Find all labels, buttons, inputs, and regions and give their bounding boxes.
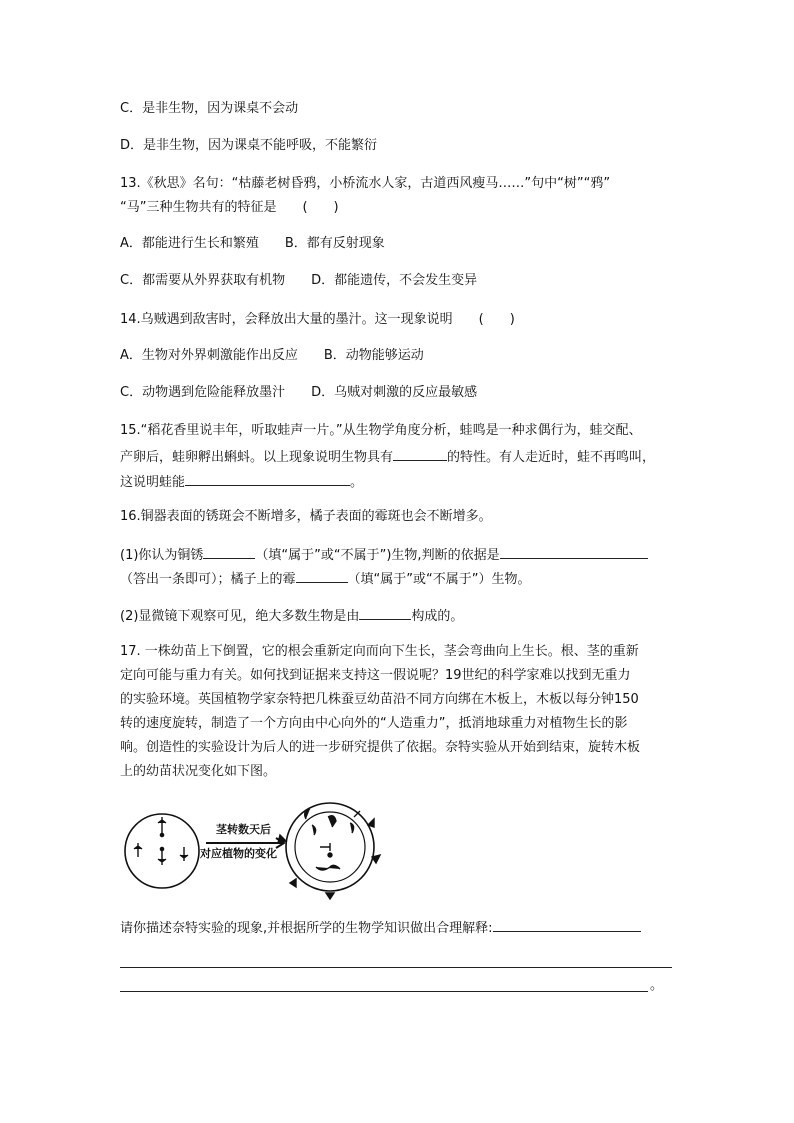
answer-blank[interactable] <box>203 545 255 559</box>
question-16-text-f: 构成的。 <box>411 609 464 624</box>
question-16-text-a: (1)你认为铜锈 <box>120 548 204 563</box>
question-17-line1: 17. 一株幼苗上下倒置，它的根会重新定向而向下生长，茎会弯曲向上生长。根、茎的重新 <box>120 644 639 659</box>
answer-line-2[interactable] <box>120 991 648 992</box>
question-17-line6: 上的幼苗状况变化如下图。 <box>120 764 277 779</box>
question-15-text-b: 的特性。有人走近时，蛙不再鸣叫， <box>447 450 656 465</box>
answer-blank[interactable] <box>500 545 648 559</box>
question-16-text-d: （填“属于”或“不属于”）生物。 <box>347 572 531 587</box>
question-13-options-ab: A．都能进行生长和繁殖 B．都有反射现象 <box>120 236 385 251</box>
answer-blank[interactable] <box>359 606 411 620</box>
question-17-prompt: 请你描述奈特实验的现象,并根据所学的生物学知识做出合理解释: <box>120 921 493 936</box>
question-17-line5: 响。创造性的实验设计为后人的进一步研究提供了依据。奈特实验从开始到结束，旋转木板 <box>120 740 641 755</box>
question-15-text-d: 。 <box>350 475 364 490</box>
question-16-part1-line1 <box>120 545 648 564</box>
question-17-line4: 转的速度旋转，制造了一个方向由中心向外的“人造重力”，抵消地球重力对植物生长的影 <box>120 716 628 731</box>
answer-end-mark: 。 <box>650 978 664 993</box>
question-16-text-e: (2)显微镜下观察可见，绝大多数生物是由 <box>120 609 360 624</box>
question-17-line3: 的实验环境。英国植物学家奈特把几株蚕豆幼苗沿不同方向绑在木板上，木板以每分钟150 <box>120 692 639 707</box>
question-16-text-b: （填“属于”或“不属于”)生物,判断的依据是 <box>255 548 500 563</box>
question-13-line2: “马”三种生物共有的特征是 ( ) <box>120 200 339 215</box>
question-15-text-a: 产卵后，蛙卵孵出蝌蚪。以上现象说明生物具有 <box>120 450 394 465</box>
question-16-part1-line2 <box>120 569 530 588</box>
option-d-q12: D．是非生物，因为课桌不能呼吸，不能繁衍 <box>120 138 378 153</box>
question-14-options-ab: A．生物对外界刺激能作出反应 B．动物能够运动 <box>120 348 424 363</box>
arrow-top-label: 茎转数天后 <box>216 823 271 836</box>
question-16-text-c: （答出一条即可）；橘子上的霉 <box>120 572 296 587</box>
question-16: 16.铜器表面的锈斑会不断增多，橘子表面的霉斑也会不断增多。 <box>120 509 492 524</box>
answer-blank[interactable] <box>393 447 447 461</box>
question-14: 14.乌贼遇到敌害时，会释放出大量的墨汁。这一现象说明 ( ) <box>120 312 515 327</box>
question-14-options-cd: C．动物遇到危险能释放墨汁 D．乌贼对刺激的反应最敏感 <box>120 385 478 400</box>
question-17-line2: 定向可能与重力有关。如何找到证据来支持这一假说呢？19世纪的科学家难以找到无重力 <box>120 668 631 683</box>
answer-blank[interactable] <box>493 918 641 932</box>
question-16-part2 <box>120 606 463 625</box>
question-15-line2 <box>120 447 655 466</box>
answer-blank[interactable] <box>296 569 348 583</box>
question-15-line3 <box>120 472 363 491</box>
option-c-q12: C．是非生物，因为课桌不会动 <box>120 101 299 116</box>
question-13-options-cd: C．都需要从外界获取有机物 D．都能遗传，不会发生变异 <box>120 273 478 288</box>
arrow-bottom-label: 对应植物的变化 <box>200 847 277 860</box>
answer-blank[interactable] <box>185 472 350 486</box>
question-17-ask <box>120 918 641 937</box>
question-15-text-c: 这说明蛙能 <box>120 475 186 490</box>
question-15-line1: 15.“稻花香里说丰年，听取蛙声一片。”从生物学角度分析，蛙鸣是一种求偶行为，蛙交配、 <box>120 423 642 438</box>
knight-experiment-figure <box>120 797 390 902</box>
seedlings-before <box>134 817 188 865</box>
answer-line-1[interactable] <box>120 967 672 968</box>
question-13-line1: 13.《秋思》名句：“枯藤老树昏鸦，小桥流水人家，古道西风瘦马……”句中“树”“鸦” <box>120 176 611 191</box>
